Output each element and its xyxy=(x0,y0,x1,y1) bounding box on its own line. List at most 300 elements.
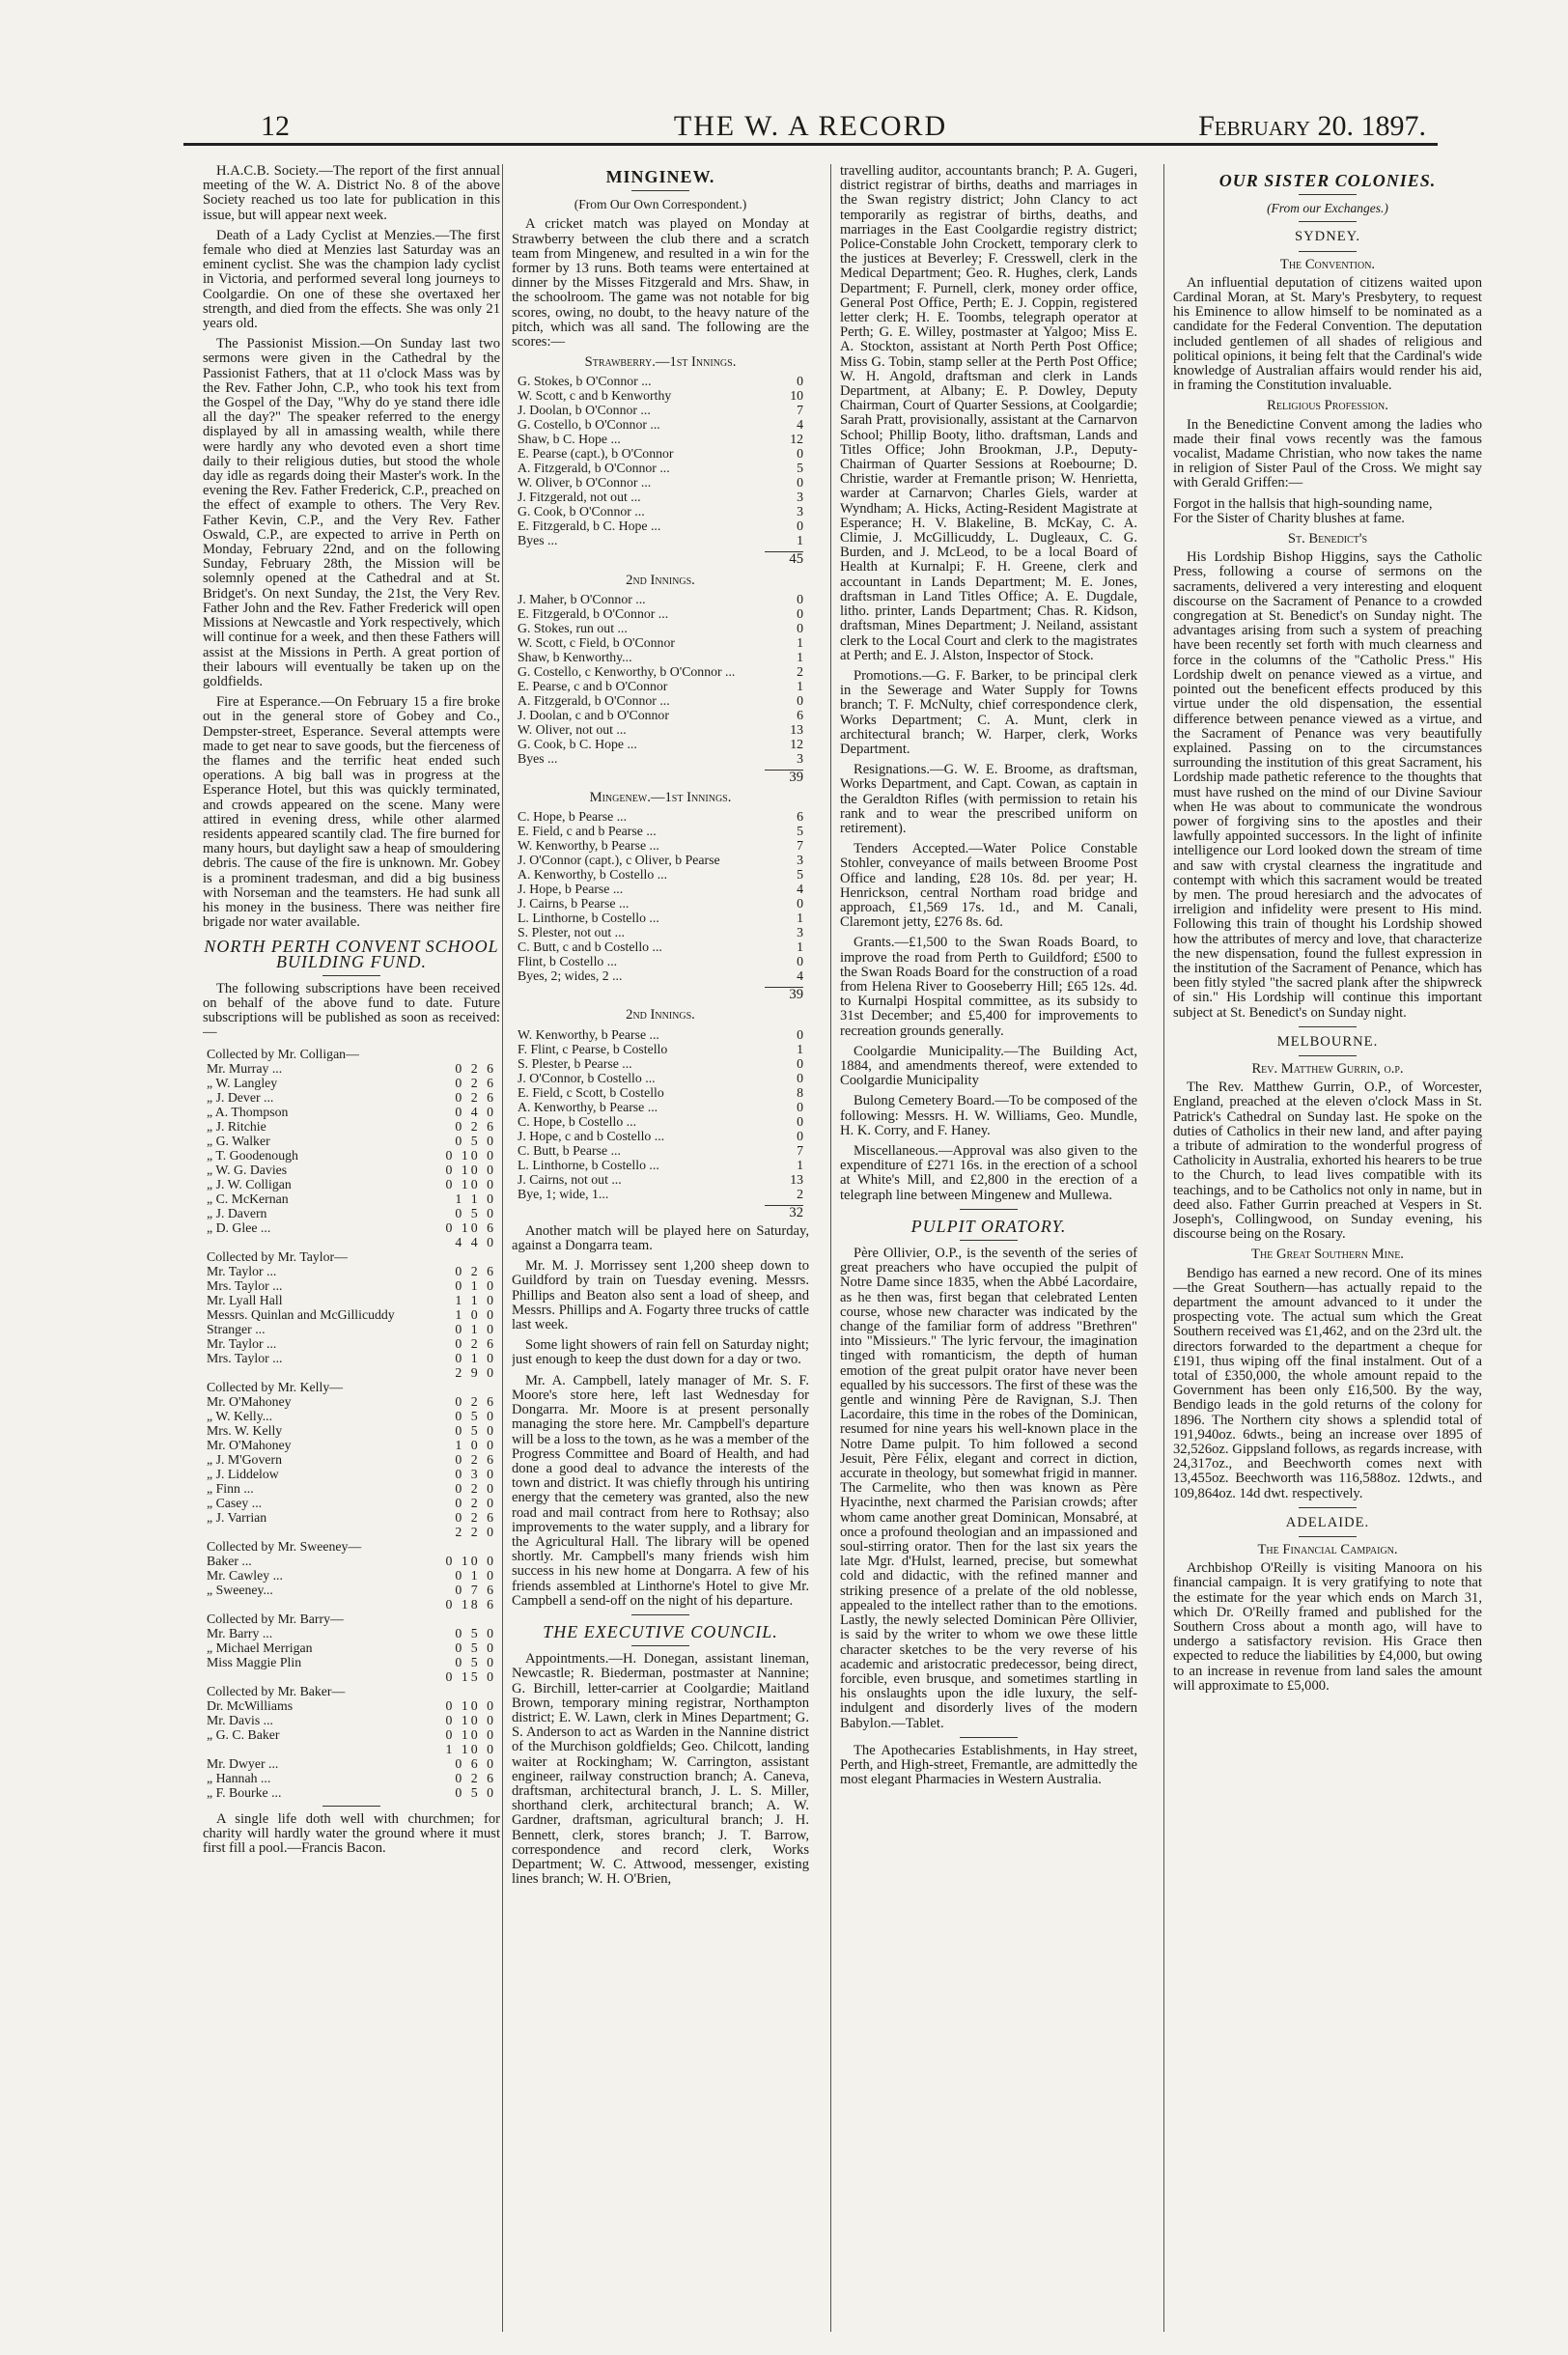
runs: 7 xyxy=(797,838,803,854)
subscription-row xyxy=(207,1496,496,1510)
batsman-row xyxy=(518,664,803,679)
batsman-row xyxy=(518,1056,803,1071)
subscriber-name: Mr. Murray ... xyxy=(207,1060,283,1076)
runs: 6 xyxy=(797,809,803,825)
sister-colonies-heading: OUR SISTER COLONIES. xyxy=(1218,171,1437,190)
batsman-name: E. Fitzgerald, b C. Hope ... xyxy=(518,519,661,534)
runs: 0 xyxy=(797,519,803,534)
article-passionist-mission: The Passionist Mission.—On Sunday last two sermons were given in the Cathedral by the Passionist Fathers, that at 11 o'clock Mass was by the Rev. Father John, C.P., who took his text from the Gospel of the Day, "Why do ye stand there idle all the day?" The speaker referred to the energy displayed by all in amassing wealth, while there were hardly any who devoted even a short time daily to their religious duties, but stood the whole day idle as regards doing their Master's work. In the evening the Rev. Father Frederick, C.P., preached on the effect of example to others. The Very Rev. Father Kevin, C.P., and the Very Rev. Father Oswald, C.P., are expected to arrive in Perth on Monday, February 22nd, and on the following Sunday, February 28th, the Mission will be solemnly opened at the Cathedral and at St. Bridget's. On next Sunday, the 21st, the Very Rev. Father John and the Rev. Father Frederick will open Missions at Newcastle and York respectively, which will continue for a week, and then these Fathers will assist at the Missions in Perth. A great portion of their labours will eventually be taken up on the goldfields. xyxy=(203,336,500,689)
subscription-row xyxy=(207,1177,496,1192)
scorecard xyxy=(518,374,803,547)
subscriber-name: Miss Maggie Plin xyxy=(207,1654,302,1669)
subscription-row xyxy=(207,1698,496,1713)
batsman-name: A. Fitzgerald, b O'Connor ... xyxy=(518,692,670,708)
runs: 1 xyxy=(797,678,803,693)
masthead xyxy=(183,106,1438,145)
article-fire-esperance: Fire at Esperance.—On February 15 a fire broke out in the general store of Gobey and Co., Dempster-street, Esperance. Several attempts were made to get near to save goods, but the fierceness of the flames and the terrific heat ended such operations. A big ball was in progress at the Esperance Hotel, but this was quickly terminated, and crowds appeared on the scene. Many were attired in evening dress, while other alarmed residents appeared scantily clad. The fire burned for many hours, but daylight saw a heap of smouldering debris. The cause of the fire is unknown. Mr. Gobey is a prominent tradesman, and did a big business with Norseman and the teamsters. He had sunk all his money in the business. There was neither fire brigade nor water available. xyxy=(203,694,500,931)
batsman-name: Byes ... xyxy=(518,533,558,548)
batsman-row xyxy=(518,1158,803,1172)
subscription-row xyxy=(207,1293,496,1307)
subscription-row xyxy=(207,1105,496,1119)
column-rule xyxy=(1163,164,1164,2332)
collector-label: Collected by Mr. Colligan— xyxy=(207,1046,359,1061)
city-heading-sydney: SYDNEY. xyxy=(1295,229,1360,245)
subscription-amount: 0 5 0 xyxy=(455,1640,496,1655)
coolgardie-municipality: Coolgardie Municipality.—The Building Act, 1884, and amendments thereof, were extended to Coolgardie Municipality xyxy=(840,1043,1137,1089)
batsman-row xyxy=(518,403,803,417)
runs: 2 xyxy=(797,663,803,679)
column-3 xyxy=(840,164,1137,2332)
batsman-name: G. Costello, b O'Connor ... xyxy=(518,417,660,433)
divider xyxy=(631,190,689,191)
subscriber-name: Messrs. Quinlan and McGillicuddy xyxy=(207,1306,395,1322)
subscription-amount: 0 5 0 xyxy=(455,1784,496,1800)
batsman-row xyxy=(518,896,803,911)
subscription-row xyxy=(207,1481,496,1496)
subscription-row xyxy=(207,1756,496,1771)
batsman-row xyxy=(518,954,803,968)
runs: 0 xyxy=(797,605,803,621)
batsman-row xyxy=(518,533,803,547)
runs: 0 xyxy=(797,896,803,911)
subscription-amount: 0 2 6 xyxy=(455,1393,496,1409)
subscription-row xyxy=(207,1727,496,1742)
gurrin-heading: Rev. Matthew Gurrin, o.p. xyxy=(1251,1060,1404,1077)
runs: 1 xyxy=(797,533,803,548)
batsman-name: E. Fitzgerald, b O'Connor ... xyxy=(518,605,669,621)
subscription-amount: 0 5 0 xyxy=(455,1408,496,1423)
batsman-row xyxy=(518,882,803,896)
subscriber-name: „ J. Davern xyxy=(207,1205,267,1220)
batsman-name: W. Kenworthy, b Pearse ... xyxy=(518,1026,659,1042)
issue-date: February 20. 1897. xyxy=(1198,110,1426,142)
collector-label: Collected by Mr. Barry— xyxy=(207,1611,344,1626)
innings-heading: 2nd Innings. xyxy=(626,1007,695,1023)
batsman-row xyxy=(518,737,803,751)
subscription-row xyxy=(207,1655,496,1669)
batsman-row xyxy=(518,592,803,606)
subscriber-name: „ Finn ... xyxy=(207,1480,254,1496)
batsman-name: Shaw, b C. Hope ... xyxy=(518,432,621,447)
divider xyxy=(1299,1055,1357,1056)
subscriber-name: „ J. Varrian xyxy=(207,1509,267,1525)
batsman-row xyxy=(518,708,803,722)
batsman-name: W. Scott, c Field, b O'Connor xyxy=(518,634,675,650)
subscriber-name: Mr. O'Mahoney xyxy=(207,1393,292,1409)
divider xyxy=(631,1645,689,1646)
runs: 0 xyxy=(797,1055,803,1071)
batsman-row xyxy=(518,1129,803,1143)
paper-title: THE W. A RECORD xyxy=(673,110,948,142)
runs: 3 xyxy=(797,750,803,766)
batsman-row xyxy=(518,968,803,983)
subscription-row xyxy=(207,1336,496,1351)
subscription-amount: 0 4 0 xyxy=(455,1104,496,1119)
batsman-name: G. Costello, c Kenworthy, b O'Connor ... xyxy=(518,663,736,679)
financial-campaign-heading: The Financial Campaign. xyxy=(1257,1542,1398,1558)
st-benedicts-heading: St. Benedict's xyxy=(1287,531,1368,547)
subscriber-name: Mr. Davis ... xyxy=(207,1712,273,1727)
subscriber-name: „ J. W. Colligan xyxy=(207,1176,292,1192)
batsman-name: Bye, 1; wide, 1... xyxy=(518,1186,609,1201)
subscription-amount: 0 10 0 xyxy=(445,1712,496,1727)
subscription-amount: 0 2 6 xyxy=(455,1118,496,1134)
subscriber-name: Mr. Lyall Hall xyxy=(207,1292,283,1307)
subscription-amount: 0 2 0 xyxy=(455,1480,496,1496)
subscriber-name: Mrs. W. Kelly xyxy=(207,1422,283,1438)
runs: 10 xyxy=(790,388,803,404)
subscription-row xyxy=(207,1554,496,1568)
subscription-amount: 0 10 0 xyxy=(445,1697,496,1713)
subscription-amount: 0 3 0 xyxy=(455,1466,496,1481)
runs: 2 xyxy=(797,1186,803,1201)
pulpit-oratory-text: Père Ollivier, O.P., is the seventh of the series of great preachers who have occupied the pulpit of Notre Dame since 1835, when the Abbé Lacordaire, as he then was, first began that celebrated Lenten course, whose new character was indicated by the change of the familiar form of address "Brethren" into "Missieurs." The lyric fervour, the imagination tinged with romanticism, the depth of human emotion of the great pulpit orator have never been equalled by his successors. The first of these was the gentle and winning Père de Ravignan, S.J. Then Lacordaire, this time in the robes of the Dominican, resumed for nine years his well-known place in the Notre Dame pulpit. To him followed a second Jesuit, Père Félix, elegant and correct in diction, accurate in theology, but somewhat frigid in manner. The Carmelite, who then was known as Père Hyacinthe, next charmed the Parisian crowds; after whom came another great Dominican, Monsabré, at once a profound theologian and an impassioned and soul-stirring orator. Then for the last six years the late Mgr. d'Hulst, learned, precise, but somewhat cold and didactic, with the refined manner and striking presence of a prelate of the old noblesse, appealed to the intellect rather than to the emotions. Lastly, the newly selected Dominican Père Ollivier, is said by the writer to whom we owe these little character sketches to be the very reverse of his academic and aristocratic predecessor, being direct, forcible, even brusque, and sometimes startling in his onslaughts upon the idle luxury, the self-indulgent and disorderly lives of the modern Babylon.—Tablet. xyxy=(840,1246,1137,1731)
subscription-row xyxy=(207,1061,496,1076)
fund-intro: The following subscriptions have been received on behalf of the above fund to date. Future subscriptions will be published as soon as received:— xyxy=(203,980,500,1041)
divider xyxy=(960,1240,1018,1241)
subscription-amount: 0 2 6 xyxy=(455,1060,496,1076)
batsman-row xyxy=(518,925,803,939)
batsman-name: J. Cairns, b Pearse ... xyxy=(518,896,630,911)
subscriber-name: „ J. M'Govern xyxy=(207,1451,282,1467)
runs: 0 xyxy=(797,620,803,635)
batsman-name: Flint, b Costello ... xyxy=(518,954,618,969)
scorecard xyxy=(518,809,803,983)
column-rule xyxy=(502,164,503,2332)
divider xyxy=(960,1209,1018,1210)
runs: 13 xyxy=(790,1171,803,1187)
subscription-amount: 0 1 0 xyxy=(455,1321,496,1336)
runs: 0 xyxy=(797,374,803,389)
batsman-row xyxy=(518,1187,803,1201)
subscriber-name: Dr. McWilliams xyxy=(207,1697,294,1713)
subtotal: 0 18 6 xyxy=(445,1596,496,1612)
subscription-row xyxy=(207,1568,496,1583)
innings-total: 39 xyxy=(765,987,803,1002)
city-heading-adelaide: ADELAIDE. xyxy=(1285,1514,1370,1530)
subscription-row xyxy=(207,1090,496,1105)
great-southern-text: Bendigo has earned a new record. One of its mines—the Great Southern—has actually repaid to the department the amount advanced to it under the prospecting vote. The actual sum which the Great Southern received was £1,462, and on the 23rd ult. the directors forwarded to the department a cheque for £191, thus wiping off the final instalment. Out of a total of £350,000, the whole amount repaid to the Government has been only £16,500. By the way, Bendigo leads in the gold returns of the colony for 1896. The Northern city shows a splendid total of 191,940oz. 6dwts., being an increase over 1895 of 32,526oz. Gippsland follows, as regards increase, with 24,317oz., and Beechworth comes next with 13,455oz. Beechworth was 116,588oz. 12dwts., and 109,864oz. 14d dwt. respectively. xyxy=(1173,1265,1482,1501)
subscriber-name: „ Hannah ... xyxy=(207,1770,271,1785)
batsman-name: J. Hope, c and b Costello ... xyxy=(518,1128,665,1143)
subscriber-name: „ W. Kelly... xyxy=(207,1408,273,1423)
batsman-name: C. Hope, b Pearse ... xyxy=(518,809,628,825)
runs: 0 xyxy=(797,1026,803,1042)
batsman-row xyxy=(518,1085,803,1100)
batsman-row xyxy=(518,446,803,461)
subscription-amount: 0 6 0 xyxy=(455,1755,496,1771)
subscriber-name: Baker ... xyxy=(207,1553,252,1568)
batsman-row xyxy=(518,490,803,504)
runs: 1 xyxy=(797,911,803,926)
subscription-amount: 0 1 0 xyxy=(455,1350,496,1365)
innings-total: 39 xyxy=(765,770,803,785)
runs: 6 xyxy=(797,707,803,722)
batsman-name: W. Scott, c and b Kenworthy xyxy=(518,388,672,404)
article-hacb: H.A.C.B. Society.—The report of the first annual meeting of the W. A. District No. 8 of the above Society reached us too late for publication in this issue, but will appear next week. xyxy=(203,164,500,223)
runs: 5 xyxy=(797,867,803,883)
runs: 4 xyxy=(797,968,803,984)
batsman-name: J. O'Connor (capt.), c Oliver, b Pearse xyxy=(518,853,720,868)
batsman-name: S. Plester, b Pearse ... xyxy=(518,1055,632,1071)
batsman-name: C. Hope, b Costello ... xyxy=(518,1113,637,1129)
executive-council-heading: THE EXECUTIVE COUNCIL. xyxy=(543,1621,778,1641)
bulong-cemetery: Bulong Cemetery Board.—To be composed of the following: Messrs. H. W. Williams, Geo. Mundle, H. K. Corry, and F. Haney. xyxy=(840,1093,1137,1138)
batsman-row xyxy=(518,722,803,737)
divider xyxy=(1299,1026,1357,1027)
article-lady-cyclist: Death of a Lady Cyclist at Menzies.—The first female who died at Menzies last Saturday was an eminent cyclist. She was the champion lady cyclist in Victoria, and performed several long journeys to Coolgardie. On one of these she overtaxed her strength, and died from the effects. She was only 21 years old. xyxy=(203,227,500,332)
batsman-name: S. Plester, not out ... xyxy=(518,925,625,940)
runs: 1 xyxy=(797,1157,803,1172)
innings-total: 32 xyxy=(765,1205,803,1220)
bacon-quote: A single life doth well with churchmen; for charity will hardly water the ground where it must first fill a pool.—Francis Bacon. xyxy=(203,1810,500,1856)
runs: 0 xyxy=(797,954,803,969)
batsman-name: J. Doolan, c and b O'Connor xyxy=(518,707,669,722)
subscription-row xyxy=(207,1452,496,1467)
batsman-name: J. Fitzgerald, not out ... xyxy=(518,490,641,505)
subscription-amount: 1 0 0 xyxy=(455,1306,496,1322)
subtotal: 2 9 0 xyxy=(455,1364,496,1380)
collector-label: Collected by Mr. Sweeney— xyxy=(207,1538,362,1554)
subscription-amount: 0 2 6 xyxy=(455,1770,496,1785)
campbell-news: Mr. A. Campbell, lately manager of Mr. S. F. Moore's store here, left last Wednesday for Dongarra. Mr. Moore is at present personally managing the store here. Mr. Campbell's departure will be a loss to the town, as he was a member of the Progress Committee and Board of Health, and had done a good deal to advance the interests of the town and district. It was chiefly through his untiring energy that the cemetery was granted, also the new road and mail contract from here to Rothsay; also improvements to the water supply, and a library for the Agricultural Hall. The library will be opened shortly. Mr. Campbell's many friends wish him success in his new home at Dongarra. A few of his friends assembled at Linthorne's Hotel to give Mr. Campbell a send-off on the night of his departure. xyxy=(512,1372,809,1609)
subscription-list xyxy=(207,1047,496,1800)
miscellaneous: Miscellaneous.—Approval was also given to the expenditure of £271 16s. in the erection of a school at White's Mill, and £2,800 in the erection of a telegraph line between Mingenew and Mullewa. xyxy=(840,1143,1137,1203)
subscription-row xyxy=(207,1713,496,1727)
subscription-amount: 0 2 6 xyxy=(455,1263,496,1278)
subscription-amount: 0 2 6 xyxy=(455,1075,496,1090)
batsman-row xyxy=(518,838,803,853)
batsman-name: L. Linthorne, b Costello ... xyxy=(518,911,659,926)
subscriber-name: „ T. Goodenough xyxy=(207,1147,298,1163)
batsman-name: J. O'Connor, b Costello ... xyxy=(518,1070,656,1085)
subscription-row xyxy=(207,1264,496,1278)
subscription-row xyxy=(207,1583,496,1597)
appointments-continued: travelling auditor, accountants branch; P. A. Gugeri, district registrar of births, deaths and marriages in the Swan registry district; John Clancy to act temporarily as registrar of births, deaths, and marriages in the East Coolgardie registry district; Police-Constable John Crockett, temporary clerk to the justices at Beverley; F. Cresswell, clerk in the Medical Department; Geo. R. Hughes, clerk, Lands Department; F. Purnell, clerk, money order office, General Post Office, Perth; E. J. Coppin, registered letter clerk; H. E. Toombs, telegraph operator at Perth; G. E. Willey, postmaster at Yalgoo; Miss E. A. Stockton, assistant at North Perth Post Office; Miss G. Tobin, stamp seller at the Perth Post Office; W. H. Angold, draftsman and clerk in Lands Department, at Albany; E. P. Dowley, Deputy Chairman, Court of Quarter Sessions, at Coolgardie; Sarah Pratt, provisionally, assistant at the Carnarvon School; Phillip Booty, litho. draftsman, Lands and Titles Office; John Brookman, J.P., Deputy-Chairman of Quarter Sessions at Roebourne; D. Christie, warder at Fremantle prison; W. Henrietta, warder at Carnarvon; Charles Giels, warder at Wyndham; A. Hicks, Acting-Resident Magistrate at Esperance; H. V. Blakeline, B. McKay, C. A. Climie, J. McGillicuddy, L. Dugleaux, C. G. Burden, and J. McLeod, to be a local Board of Health at Kurnalpi; F. H. Greene, clerk and accountant in Lands Department; M. E. Jones, draftsman in Land Titles Office; A. E. Dugdale, litho. printer, Lands Department; Chas. R. Kidson, draftsman, Mines Department; J. Neiland, assistant clerk to the Local Court and clerk to the magistrates at Perth; and E. J. Alston, Inspector of Stock. xyxy=(840,164,1137,663)
scorecard xyxy=(518,1027,803,1201)
runs: 3 xyxy=(797,504,803,519)
divider xyxy=(1299,1536,1357,1537)
batsman-row xyxy=(518,853,803,867)
subscription-amount: 0 2 6 xyxy=(455,1451,496,1467)
runs: 0 xyxy=(797,692,803,708)
subscription-row xyxy=(207,1192,496,1206)
subscriber-name: Mrs. Taylor ... xyxy=(207,1277,283,1293)
subscriber-name: „ F. Bourke ... xyxy=(207,1784,282,1800)
runs: 8 xyxy=(797,1084,803,1100)
batsman-row xyxy=(518,1143,803,1158)
subscriber-name: Mr. O'Mahoney xyxy=(207,1437,292,1452)
batsman-row xyxy=(518,504,803,519)
convention-text: An influential deputation of citizens waited upon Cardinal Moran, at St. Mary's Presbytery, to request his Eminence to allow himself to be nominated as a candidate for the Federal Convention. The deputation included gentlemen of all shades of religious and political opinions, it being felt that the Cardinal's wide knowledge of Australian affairs would render his aid, in framing the Constitution invaluable. xyxy=(1173,274,1482,394)
batsman-row xyxy=(518,1172,803,1187)
subscriber-name: „ Sweeney... xyxy=(207,1582,273,1597)
subscriber-name: „ Casey ... xyxy=(207,1495,263,1510)
batsman-name: F. Flint, c Pearse, b Costello xyxy=(518,1041,668,1056)
subscriber-name: „ J. Dever ... xyxy=(207,1089,274,1105)
batsman-row xyxy=(518,519,803,533)
subscriber-name: „ W. Langley xyxy=(207,1075,278,1090)
subscription-row xyxy=(207,1423,496,1438)
subscription-amount: 0 2 6 xyxy=(455,1335,496,1351)
runs: 1 xyxy=(797,939,803,955)
collector-label: Collected by Mr. Kelly— xyxy=(207,1379,344,1394)
runs: 4 xyxy=(797,417,803,433)
religious-profession-text: In the Benedictine Convent among the ladies who made their final vows recently was the famous vocalist, Madame Christian, who now takes the name in religion of Sister Paul of the Cross. We might say with Gerald Griffen:— xyxy=(1173,416,1482,491)
runs: 0 xyxy=(797,446,803,462)
subscription-row xyxy=(207,1220,496,1235)
verse-line: Forgot in the hallsis that high-sounding name, xyxy=(1173,495,1433,512)
subscriber-name: Mrs. Taylor ... xyxy=(207,1350,283,1365)
subscriber-name: Stranger ... xyxy=(207,1321,266,1336)
column-rule xyxy=(830,164,831,2332)
runs: 12 xyxy=(790,432,803,447)
cricket-intro: A cricket match was played on Monday at Strawberry between the club there and a scratch team from Mingenew, and resulted in a win for the former by 13 runs. Both teams were entertained at dinner by the Misses Fitzgerald and Mrs. Shaw, in the schoolroom. The game was not notable for big scores, owing, no doubt, to the heavy nature of the pitch, which was all sand. The following are the scores:— xyxy=(512,216,809,350)
batsman-name: A. Kenworthy, b Costello ... xyxy=(518,867,668,883)
batsman-name: J. Maher, b O'Connor ... xyxy=(518,591,646,606)
subscription-amount: 0 10 0 xyxy=(445,1726,496,1742)
subtotal: 0 15 0 xyxy=(445,1668,496,1684)
exchanges-note: (From our Exchanges.) xyxy=(1267,201,1388,216)
batsman-row xyxy=(518,417,803,432)
divider xyxy=(1299,1507,1357,1508)
subscription-amount: 0 5 0 xyxy=(455,1654,496,1669)
tenders: Tenders Accepted.—Water Police Constable Stohler, conveyance of mails between Broome Post Office and landing, £28 10s. 8d. per year; H. Henrickson, central Northam road bridge and approach, £1,569 17s. 1d., and M. Canali, Claremont jetty, £276 8s. 6d. xyxy=(840,841,1137,931)
runs: 12 xyxy=(790,736,803,751)
column-1 xyxy=(203,164,500,2332)
runs: 0 xyxy=(797,1070,803,1085)
subscription-row xyxy=(207,1119,496,1134)
subscription-amount: 0 10 0 xyxy=(445,1176,496,1192)
subscription-row xyxy=(207,1438,496,1452)
batsman-row xyxy=(518,1071,803,1085)
pulpit-oratory-heading: PULPIT ORATORY. xyxy=(910,1216,1067,1236)
divider xyxy=(1299,221,1357,222)
subscriber-name: „ G. Walker xyxy=(207,1133,270,1148)
subscription-row xyxy=(207,1076,496,1090)
masthead-rule xyxy=(183,143,1438,146)
batsman-name: G. Cook, b C. Hope ... xyxy=(518,736,637,751)
subscription-row xyxy=(207,1206,496,1220)
runs: 0 xyxy=(797,1113,803,1129)
batsman-name: J. Cairns, not out ... xyxy=(518,1171,622,1187)
subscription-row xyxy=(207,1148,496,1163)
batsman-row xyxy=(518,650,803,664)
runs: 1 xyxy=(797,649,803,664)
fund-heading: NORTH PERTH CONVENT SCHOOL BUILDING FUND. xyxy=(204,937,499,971)
scorecard xyxy=(518,592,803,766)
innings-heading: 2nd Innings. xyxy=(626,572,695,588)
batsman-name: Byes, 2; wides, 2 ... xyxy=(518,968,623,984)
subscription-row xyxy=(207,1351,496,1365)
batsman-row xyxy=(518,621,803,635)
subscription-amount: 0 2 6 xyxy=(455,1509,496,1525)
subscription-row xyxy=(207,1467,496,1481)
innings-total: 45 xyxy=(765,551,803,567)
subscription-row xyxy=(207,1640,496,1655)
subscription-amount: 0 7 6 xyxy=(455,1582,496,1597)
divider xyxy=(1299,251,1357,252)
batsman-name: Shaw, b Kenworthy... xyxy=(518,649,632,664)
subtotal: 1 10 0 xyxy=(445,1741,496,1756)
batsman-name: W. Oliver, b O'Connor ... xyxy=(518,475,652,491)
subscriber-name: Mr. Cawley ... xyxy=(207,1567,283,1583)
innings-heading: Strawberry.—1st Innings. xyxy=(584,354,737,371)
divider xyxy=(322,1806,380,1807)
subscription-row xyxy=(207,1394,496,1409)
batsman-row xyxy=(518,939,803,954)
batsman-row xyxy=(518,432,803,446)
subscriber-name: Mr. Taylor ... xyxy=(207,1263,277,1278)
batsman-row xyxy=(518,374,803,388)
subscriber-name: Mr. Dwyer ... xyxy=(207,1755,279,1771)
runs: 7 xyxy=(797,403,803,418)
batsman-name: A. Kenworthy, b Pearse ... xyxy=(518,1099,658,1114)
runs: 3 xyxy=(797,853,803,868)
subscription-row xyxy=(207,1278,496,1293)
great-southern-heading: The Great Southern Mine. xyxy=(1251,1247,1404,1263)
st-benedicts-text: His Lordship Bishop Higgins, says the Catholic Press, following a course of sermons on the sacraments, delivered a very interesting and eloquent discourse on the Sacrament of Penance to a crowded congregation at St. Benedict's on Sunday night. The advantages arising from such a system of preaching have been recently set forth with much clearness and force in the columns of the "Catholic Press." His Lordship dwelt on penance viewed as a virtue, and pointed out the beneficent effects produced by this virtue under the old dispensation, the essential difference between penance viewed as a virtue, and the Sacrament of Penance was very beautifully explained. Passing on to the circumstances surrounding the institution of this great Sacrament, his Lordship made pathetic reference to the thoughts that must have rushed on the mind of our Divine Saviour when He was about to communicate the wondrous power of forgiving sins to the apostles and their lawfully appointed successors. In the light of infinite intelligence our Lord looked down the stream of time and saw with crystal clearness the ingratitude and contempt with which this sacrament would be treated by men. The proud heresiarch and the advocates of irreligion and infidelity were present to His mind. Following this train of thought his Lordship showed how the attributes of mercy and love, that characterize the new dispensation, found the fullest expression in the institution of the Sacrament of Penance, which has been fitly styled "the sacred plank after the shipwreck of sin." His Lordship will continue this important subject at St. Benedict's on Sunday night. xyxy=(1173,549,1482,1021)
runs: 0 xyxy=(797,1099,803,1114)
batsman-name: L. Linthorne, b Costello ... xyxy=(518,1157,659,1172)
batsman-name: Byes ... xyxy=(518,750,558,766)
batsman-row xyxy=(518,911,803,925)
batsman-name: E. Pearse (capt.), b O'Connor xyxy=(518,446,674,462)
batsman-row xyxy=(518,824,803,838)
runs: 3 xyxy=(797,490,803,505)
subscriber-name: „ C. McKernan xyxy=(207,1191,289,1206)
promotions: Promotions.—G. F. Barker, to be principal clerk in the Sewerage and Water Supply for Towns branch; T. F. McNulty, chief correspondence clerk, Works Department; C. A. Munt, clerk in architectural branch; W. Harper, clerk, Works Department. xyxy=(840,667,1137,757)
batsman-name: E. Field, c Scott, b Costello xyxy=(518,1084,664,1100)
subscription-amount: 1 0 0 xyxy=(455,1437,496,1452)
runs: 7 xyxy=(797,1142,803,1158)
subscriber-name: „ D. Glee ... xyxy=(207,1220,271,1235)
runs: 5 xyxy=(797,461,803,476)
subscription-amount: 0 2 0 xyxy=(455,1495,496,1510)
gurrin-text: The Rev. Matthew Gurrin, O.P., of Worcester, England, preached at the eleven o'clock Mass in St. Patrick's Cathedral on Sunday last. He spoke on the duties of Catholics in their new land, and after paying a tribute of admiration to the wonderful progress of Catholicity in Australia, exhorted his hearers to be true to the Church, to lead lives compatible with its teachings, and to be Catholics not only in name, but in deed also. Father Gurrin preached at Vespers in St. Joseph's, Collingwood, on Sunday evening, his discourse being on the Rosary. xyxy=(1173,1079,1482,1243)
batsman-name: G. Cook, b O'Connor ... xyxy=(518,504,645,519)
subscription-amount: 0 5 0 xyxy=(455,1422,496,1438)
mingenew-heading: MINGINEW. xyxy=(605,167,715,186)
runs: 3 xyxy=(797,925,803,940)
batsman-name: E. Pearse, c and b O'Connor xyxy=(518,678,668,693)
runs: 0 xyxy=(797,591,803,606)
correspondent-note: (From Our Own Correspondent.) xyxy=(574,197,747,212)
subscription-row xyxy=(207,1626,496,1640)
convention-heading: The Convention. xyxy=(1279,256,1376,272)
collector-label: Collected by Mr. Taylor— xyxy=(207,1248,348,1264)
batsman-name: C. Butt, b Pearse ... xyxy=(518,1142,621,1158)
subscription-row xyxy=(207,1322,496,1336)
page-number: 12 xyxy=(261,110,290,142)
subscription-row xyxy=(207,1771,496,1785)
subscriber-name: Mr. Taylor ... xyxy=(207,1335,277,1351)
batsman-row xyxy=(518,679,803,693)
batsman-row xyxy=(518,809,803,824)
runs: 1 xyxy=(797,1041,803,1056)
innings-heading: Mingenew.—1st Innings. xyxy=(589,790,732,806)
batsman-row xyxy=(518,635,803,650)
subscriber-name: „ W. G. Davies xyxy=(207,1162,288,1177)
appointments: Appointments.—H. Donegan, assistant lineman, Newcastle; R. Biederman, postmaster at Nannine; G. Birchill, letter-carrier at Coolgardie; Maitland Brown, temporary mining registrar, Northampton district; E. W. Lawn, clerk in Mines Department; G. S. Anderson to act as Warden in the Nannine district of the Murchison goldfields; Geo. Chilcott, landing waiter at Rockingham; W. Carrington, assistant engineer, railway construction branch; A. Caneva, draftsman, architectural branch, J. L. S. Miller, shorthand clerk, architectural branch; A. W. Gardner, draftsman, agricultural branch; J. H. Bennett, clerk, stores branch; J. T. Barrow, correspondence and record clerk, Works Department; W. C. Attwood, messenger, existing lines branch; W. H. O'Brien, xyxy=(512,1651,809,1888)
batsman-row xyxy=(518,751,803,766)
subscriber-name: „ J. Ritchie xyxy=(207,1118,266,1134)
divider xyxy=(322,975,380,976)
column-2 xyxy=(512,164,809,2332)
divider xyxy=(1299,194,1357,195)
collector-label: Collected by Mr. Baker— xyxy=(207,1683,346,1698)
subscription-amount: 0 10 0 xyxy=(445,1147,496,1163)
